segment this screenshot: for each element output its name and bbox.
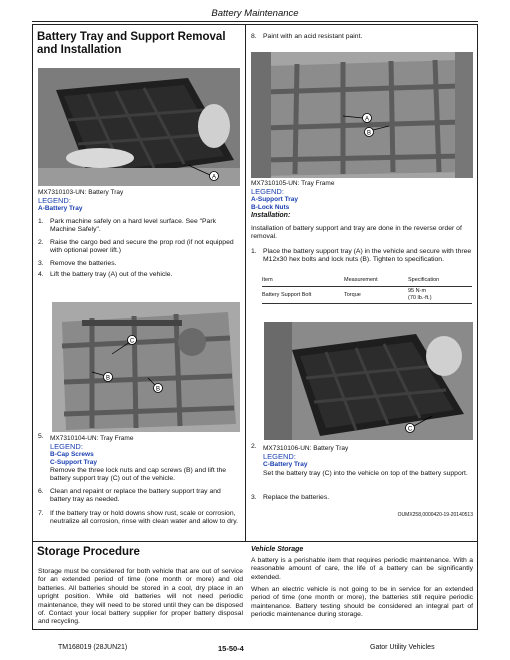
step-item: [38, 510, 243, 536]
step-item: [251, 494, 473, 504]
spec-table: [262, 277, 472, 304]
step-number: 2.: [251, 443, 257, 450]
step-text: Place the battery support tray (A) in the vehicle and secure with three M12x30 hex bolts and lock nuts (B). Tighten to specification.: [263, 248, 472, 264]
step-number: 5.: [38, 433, 44, 440]
figure-id: MX7310103-UN: Battery Tray: [38, 189, 124, 196]
step-text: If the battery tray or hold downs show rust, scale or corrosion, neutralize all corrosion, rinse with clean water and allow to dry.: [50, 510, 239, 526]
callout-c: C: [407, 426, 413, 433]
step-number: 1.: [38, 218, 44, 225]
legend-title: LEGEND:: [38, 196, 71, 205]
step-text: Raise the cargo bed and secure the prop rod (if not equipped with optional power lift.): [50, 239, 234, 255]
support-tray-photo: [251, 52, 473, 178]
step-text: Paint with an acid resistant paint.: [263, 33, 363, 40]
doc-code: OUMX258,0000420-19-20140513: [397, 512, 473, 518]
spec-col-item: Item: [262, 277, 273, 283]
step-item: [38, 260, 243, 270]
step-item: [251, 33, 473, 43]
step-text: Remove the batteries.: [50, 260, 117, 267]
spec-rule: [262, 303, 472, 304]
callout-a: A: [364, 116, 370, 123]
legend-item: B-Cap Screws: [50, 451, 94, 458]
step-number: 6.: [38, 488, 44, 495]
step-text: Set the battery tray (C) into the vehicle on top of the battery support.: [263, 470, 468, 477]
section-divider: [32, 541, 478, 542]
footer-doc-id: TM168019 (28JUN21): [58, 644, 128, 651]
step-number: 3.: [251, 494, 257, 501]
step-text: Park machine safely on a hard level surface. See "Park Machine Safely".: [50, 218, 216, 234]
step-number: 3.: [38, 260, 44, 267]
legend-item: C-Battery Tray: [263, 461, 308, 468]
callout-a: A: [211, 174, 217, 181]
installation-heading: Installation:: [251, 212, 291, 219]
spec-col-specification: Specification: [408, 277, 440, 283]
step-text: Clean and repaint or replace the battery support tray and battery tray as needed.: [50, 488, 221, 504]
figure-id: MX7310106-UN: Battery Tray: [263, 445, 349, 452]
step-number: 8.: [251, 33, 257, 40]
vehicle-storage-p1: A battery is a perishable item that requires periodic maintenance. With a reasonable amount of care, the life of a battery can be significantly extended.: [251, 557, 473, 581]
vehicle-storage-p2: When an electric vehicle is not going to be in service for an extended period of time (one month or more), the batteries still require periodic maintenance. Battery testing should be considered an integral part of periodic maintenance during storage.: [251, 586, 473, 619]
battery-tray-photo: [38, 68, 240, 186]
spec-cell-value-imperial: (70 lb.-ft.): [408, 295, 432, 301]
legend-title: LEGEND:: [251, 187, 284, 196]
bottom-border: [32, 629, 478, 630]
step-item: [38, 218, 243, 236]
right-border: [477, 24, 478, 629]
step-number: 4.: [38, 271, 44, 278]
section-header: Battery Maintenance: [211, 8, 299, 19]
spec-cell-measurement: Torque: [344, 292, 361, 298]
spec-cell-value: 95 N·m: [408, 288, 427, 294]
footer-page-number: 15-50-4: [218, 644, 244, 653]
spec-col-measurement: Measurement: [344, 277, 378, 283]
callout-c: C: [129, 338, 135, 345]
legend-item: A-Support Tray: [251, 196, 298, 203]
spec-header-row: [262, 277, 472, 285]
step-number: 2.: [38, 239, 44, 246]
tray-frame-photo: [52, 302, 240, 432]
step-text: Replace the batteries.: [263, 494, 330, 501]
callout-b: B: [155, 386, 161, 393]
installation-text: Installation of battery support and tray are done in the reverse order of removal.: [251, 225, 462, 241]
footer-product: Gator Utility Vehicles: [370, 644, 435, 651]
legend-item: B-Lock Nuts: [251, 204, 290, 211]
legend-title: LEGEND:: [263, 452, 296, 461]
header-rule: [32, 21, 478, 22]
column-divider: [245, 24, 246, 541]
vehicle-storage-heading: Vehicle Storage: [251, 546, 304, 553]
page-title: Battery Tray and Support Removal and Installation: [37, 31, 226, 56]
step-number: 7.: [38, 510, 44, 517]
step-item: [38, 239, 243, 257]
top-border: [32, 24, 478, 25]
callout-b: B: [366, 130, 372, 137]
step-text: Remove the three lock nuts and cap screws (B) and lift the battery support tray (C) out of the vehicle.: [50, 467, 227, 483]
legend-item: C-Support Tray: [50, 459, 97, 466]
storage-title: Storage Procedure: [37, 546, 140, 558]
step-item: [38, 271, 243, 281]
step-number: 1.: [251, 248, 257, 255]
spec-row: [262, 287, 472, 303]
storage-text: Storage must be considered for both vehicle that are out of service for an extended period of time (one month or more) and old batteries. All batteries should be stored in a cool, dry place in an upright position. While old batteries will not need periodic maintenance, they will need to be stored until they can be disposed of. Contact your local battery supplier for proper battery disposal and recycling.: [38, 568, 243, 626]
left-border: [32, 24, 33, 629]
battery-tray-install-photo: [264, 322, 473, 440]
figure-id: MX7310104-UN: Tray Frame: [50, 435, 134, 442]
step-item: [251, 248, 473, 274]
legend-title: LEGEND:: [50, 442, 83, 451]
callout-b: B: [105, 375, 111, 382]
spec-cell-item: Battery Support Bolt: [262, 292, 312, 298]
legend-item: A-Battery Tray: [38, 205, 83, 212]
step-text: Lift the battery tray (A) out of the vehicle.: [50, 271, 173, 278]
figure-id: MX7310105-UN: Tray Frame: [251, 180, 335, 187]
step-item: [38, 488, 243, 506]
